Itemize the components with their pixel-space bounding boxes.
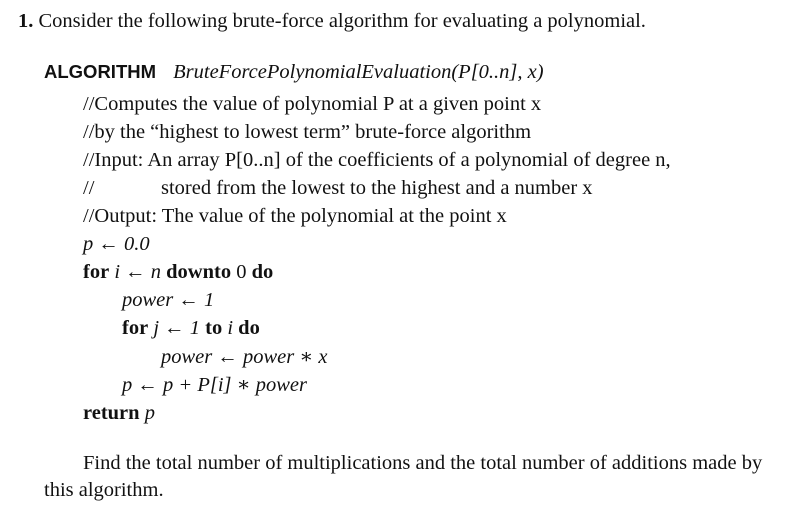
problem-header (18, 9, 646, 33)
code-return (83, 401, 155, 425)
outer-downto-keyword: downto (166, 261, 232, 283)
code-p-update: p ← p + P[i] ∗ power (122, 374, 307, 396)
return-value: p (144, 402, 155, 424)
inner-for-keyword: for (122, 317, 149, 339)
question-text: Find the total number of multiplications and the total number of additions made by this algorithm. (44, 452, 763, 501)
code-init: p ← 0.0 (83, 233, 150, 255)
outer-for-keyword: for (83, 261, 110, 283)
algorithm-signature: BruteForcePolynomialEvaluation(P[0..n], x) (173, 61, 544, 83)
comment-line-4-slashes: // (83, 177, 95, 199)
algorithm-header (44, 60, 544, 84)
code-outer-for (83, 260, 273, 284)
inner-i: i (227, 317, 234, 339)
comment-line-4-text: stored from the lowest to the highest and a number x (161, 177, 593, 199)
outer-for-var: i ← n (114, 261, 162, 283)
inner-do-keyword: do (238, 317, 260, 339)
code-power-init: power ← 1 (122, 289, 215, 311)
code-power-update: power ← power ∗ x (161, 346, 328, 368)
algorithm-keyword: ALGORITHM (44, 61, 157, 82)
return-keyword: return (83, 402, 140, 424)
outer-zero: 0 (236, 261, 247, 283)
inner-for-var: j ← 1 (153, 317, 201, 339)
code-inner-for (122, 316, 260, 340)
comment-line-3: //Input: An array P[0..n] of the coefficients of a polynomial of degree n, (83, 149, 671, 171)
comment-line-2: //by the “highest to lowest term” brute-force algorithm (83, 121, 532, 143)
problem-number: 1. (18, 10, 34, 32)
inner-to-keyword: to (205, 317, 223, 339)
comment-line-1: //Computes the value of polynomial P at a given point x (83, 93, 542, 115)
problem-intro: Consider the following brute-force algorithm for evaluating a polynomial. (38, 10, 646, 32)
comment-line-5: //Output: The value of the polynomial at the point x (83, 205, 507, 227)
outer-do-keyword: do (251, 261, 274, 283)
